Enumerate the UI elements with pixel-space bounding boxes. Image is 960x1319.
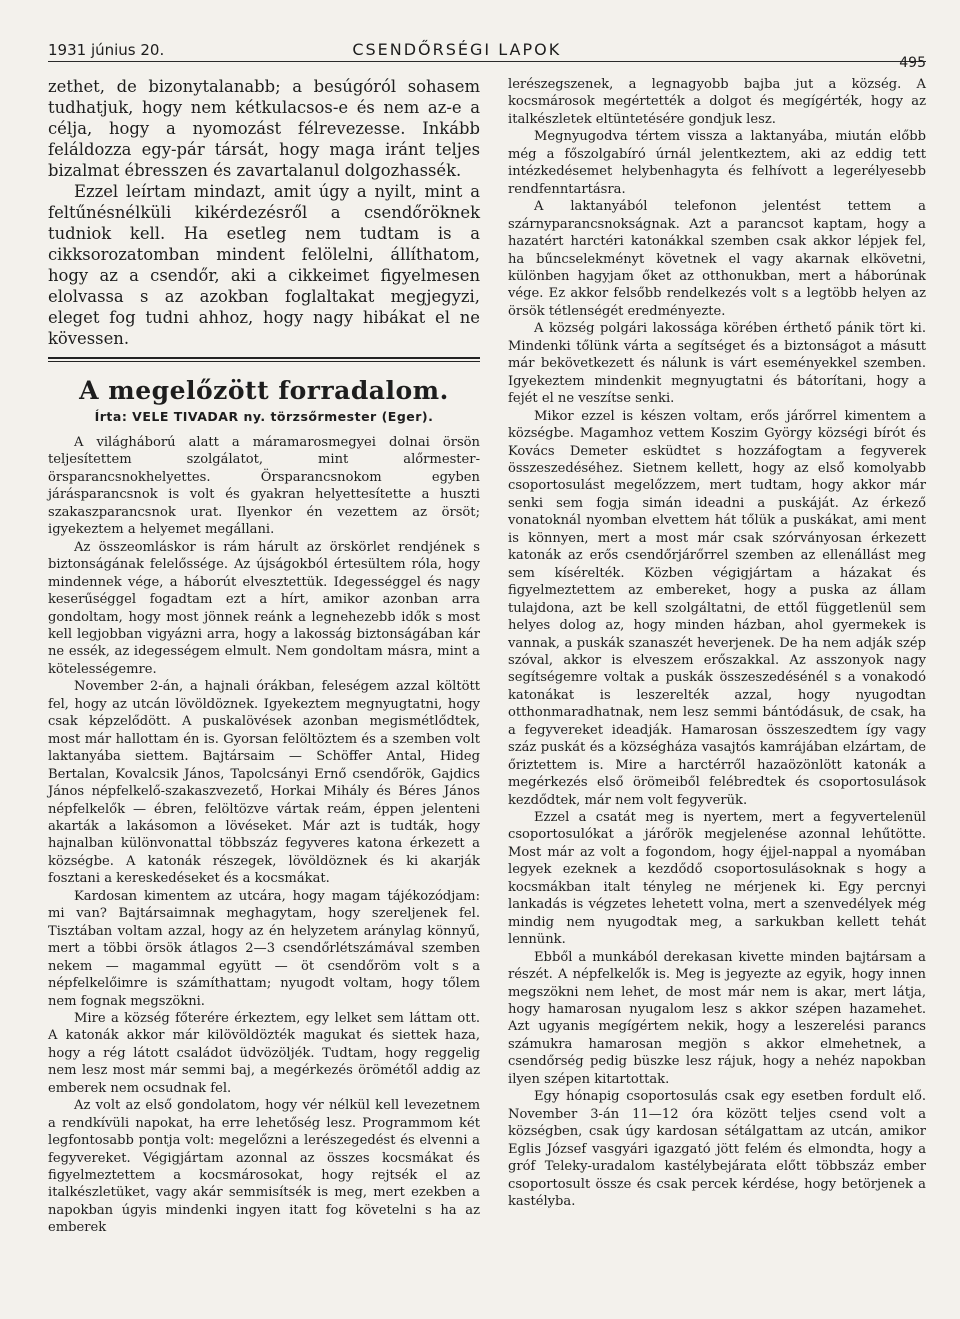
- article-paragraph: Az volt az első gondolatom, hogy vér nélkül kell levezetnem a rendkívüli napokat, ha erre lehetőség lesz. Programmom két legfontosabb pontja volt: megelőzni a lerészegedést és elvenni a fegyvereket. Végigjártam azonnal az összes kocsmákat és figyelmeztettem a kocsmárosokat, hogy rejtsék el az italkészletüket, vagy akár semmisítsék is meg, mert ezekben a napokban úgyis mindenki ingyen itatt fog követelni s ha az emberek: [48, 1098, 480, 1236]
- article-paragraph: Ebből a munkából derekasan kivette minden bajtársam a részét. A népfelkelők is. Meg is jegyezte az egyik, hogy innen megszökni nem lehet, de most már nem is akar, mert látja, hogy hamarosan nyugalom lesz s akkor szépen hazamehet. Azt ugyanis megígértem nekik, hogy a leszerelési parancs számukra hamarosan megjön s akkor elmehetnek, a csendőrség pedig büszke lesz rájuk, hogy a nehéz napokban ilyen szépen kitartottak.: [508, 949, 926, 1087]
- left-column: [48, 76, 480, 1237]
- article-paragraph: A laktanyából telefonon jelentést tettem a szárnyparancsnokságnak. Azt a parancsot kaptam, hogy a hazatért harctéri katonákkal szemben csak akkor lépjek fel, ha bűncselekményt követnek el vagy akarnak elkövetni, különben hagyjam őket az otthonukban, mert a háborúnak vége. Ez akkor felsőbb rendelkezés volt s a legtöbb helyen az örsök tétlenségét eredményezte.: [508, 199, 926, 319]
- intro-paragraph: zethet, de bizonytalanabb; a besúgóról sohasem tudhatjuk, hogy nem kétkulacsos-e és nem az-e a célja, hogy a nyomozást félrevezesse. Inkább feláldozza egy-pár társát, hogy maga iránt teljes bizalmat ébresszen és zavartalanul dolgozhassék.: [48, 77, 480, 180]
- article-byline: Írta: VELE TIVADAR ny. törzsőrmester (Eger).: [94, 409, 434, 424]
- article-paragraph: Mikor ezzel is készen voltam, erős járőrrel kimentem a községbe. Magamhoz vettem Koszim György községi bírót és Kovács Demeter esküdtet s hozzáfogtam a fegyverek összeszedéséhez. Sietnem kellett, hogy az első komolyabb csoportosulást megelőzzem, mert tudtam, hogy akkor már senki sem fogja simán ideadni a puskáját. Az érkező vonatoknál nyomban elvettem hát tőlük a puskákat, ami ment is könnyen, mert a most már csak szórványosan érkezett katonák az erős csendőrjárőrrel szemben az ellenállást meg sem kísérelték. Közben végigjártam a házakat és figyelmeztettem az embereket, hogy a puska az állam tulajdona, azt be kell szolgáltatni, de ettől függetlenül sem helyes dolog az, hogy minden házban, ahol gyermekek is vannak, a puskák szanaszét heverjenek. De ha nem adják szép szóval, akkor is elveszem erőszakkal. Az asszonyok nagy segítségemre voltak a puskák összeszedésénél s a vonakodó katonákat is leszerelték azzal, hogy nyugodtan otthonmaradhatnak, nem lesz semmi bántódásuk, de csak, ha a fegyvereket ideadják. Hamarosan összeszedtem így vagy száz puskát és a községháza vasajtós kamrájában elzártam, de őriztettem is. Mire a harctérről hazaözönlött katonák a megérkezés első örömeiből felébredtek és csoportosulások kezdődtek, már nem volt fegyverük.: [508, 408, 926, 808]
- article-paragraph: Egy hónapig csoportosulás csak egy esetben fordult elő. November 3-án 11—12 óra között teljes csend volt a községben, csak úgy kardosan sétálgattam az utcán, amikor Eglis József vasgyári igazgató jött felém és elmondta, hogy a gróf Teleky-uradalom kastélybejárata előtt többszáz ember csoportosult össze és csak percek kérdése, hogy betörjenek a kastélyba.: [508, 1089, 926, 1209]
- article-paragraph: November 2-án, a hajnali órákban, feleségem azzal költött fel, hogy az utcán lövöldöznek. Igyekeztem megnyugtatni, hogy csak képzelődött. A puskalövések azonban megismétlődtek, most már hallottam én is. Gyorsan felöltöztem és a szemben volt laktanyába siettem. Bajtársaim — Schöffer Antal, Hideg Bertalan, Kovalcsik János, Tapolcsányi Ernő csendőrök, Gajdics János népfelkelő-szakaszvezető, Horkai Mihály és Béres János népfelkelők — ébren, felöltözve vártak reám, éppen jelenteni akarták a lakásomon a lövéseket. Már azt is tudták, hogy hajnalban különvonattal többszáz fegyveres katona érkezett a községbe. A katonák részegek, lövöldöznek és ki akarják fosztani a kereskedéseket és a kocsmákat.: [48, 679, 480, 887]
- article-paragraph: Az összeomláskor is rám hárult az örskörlet rendjének s biztonságának felelőssége. Az újságokból értesültem róla, hogy mindennek vége, a háborút elvesztettük. Idegességgel és nagy keserűséggel fogadtam ezt a hírt, amikor azonban arra gondoltam, hogy most jönnek reánk a legnehezebb idők s most kell legjobban vigyázni arra, hogy a lakosság biztonságában kár ne essék, az idegességem elmult. Nem gondoltam másra, mint a kötelességemre.: [48, 539, 480, 677]
- article-body-left: [48, 434, 480, 1237]
- page-header: [48, 22, 926, 71]
- article-separator: [48, 357, 480, 362]
- page-number: 495: [899, 55, 926, 71]
- masthead: CSENDŐRSÉGI LAPOK: [352, 40, 562, 59]
- article-paragraph: Megnyugodva tértem vissza a laktanyába, miután előbb még a főszolgabíró úrnál jelentkeztem, aki az eddig tett intézkedésemet helybenhagyta és felhívott a legerélyesebb rendfenntartásra.: [508, 129, 926, 197]
- article-paragraph: Mire a község főterére érkeztem, egy lelket sem láttam ott. A katonák akkor már kilövöldözték magukat és siettek haza, hogy a rég látott családot üdvözöljék. Tudtam, hogy reggelig nem lesz most már semmi baj, a megérkezés örömétől addig az emberek nem ocsudnak fel.: [48, 1010, 480, 1096]
- article-paragraph: A község polgári lakossága körében érthető pánik tört ki. Mindenki tőlünk várta a segítséget és a biztonságot a másutt már bekövetkezett és nálunk is várt eseményekkel szemben. Igyekeztem mindenkit megnyugtatni és bátorítani, hogy a fejét el ne veszítse senki.: [508, 321, 926, 407]
- article-paragraph: A világháború alatt a máramarosmegyei dolnai örsön teljesítettem szolgálatot, mint alőrmester-örsparancsnokhelyettes. Örsparancsnokom egyben járásparancsnok is volt és gyakran helyettesítette a huszti szakaszparancsnok urat. Ilyenkor én vezettem az örsöt; igyekeztem a helyemet megállani.: [48, 435, 480, 538]
- article-paragraph: Kardosan kimentem az utcára, hogy magam tájékozódjam: mi van? Bajtársaimnak meghagytam, hogy szereljenek fel. Tisztában voltam azzal, hogy az én helyzetem aránylag könnyű, mert a többi örsök átlagos 2—3 csendőrlétszámával szemben nekem — magammal együtt — öt csendőröm volt s a népfelkelőimre is számíthattam; nyugodt voltam, hogy tőlem nem fognak megszökni.: [48, 888, 480, 1009]
- previous-article-end: [48, 76, 480, 349]
- intro-paragraph: Ezzel leírtam mindazt, amit úgy a nyilt, mint a feltűnésnélküli kikérdezésről a csendőröknek tudniok kell. Ha esetleg nem tudtam is a cikksorozatomban mindent felölelni, állíthatom, hogy az a csendőr, aki a cikkeimet figyelmesen elolvassa s az azokban foglaltakat megjegyzi, eleget fog tudni ahhoz, hogy nagy hibákat el ne kövessen.: [48, 182, 480, 348]
- article-paragraph: Ezzel a csatát meg is nyertem, mert a fegyvertelenül csoportosulókat a járőrök megjelenése azonnal lehűtötte. Most már az volt a fogondom, hogy éjjel-nappal a nyomában legyek ezeknek a kezdődő csoportosulásoknak s hogy a kocsmákban italt tényleg ne mérjenek ki. Egy percnyi lankadás is végzetes lehetett volna, mert a szenvedélyek még mindig nem nyugodtak meg, a sarkukban kellett tehát lennünk.: [508, 810, 926, 948]
- issue-date: 1931 június 20.: [48, 41, 165, 59]
- columns: [48, 76, 926, 1237]
- right-column: [508, 76, 926, 1237]
- article-title: A megelőzött forradalom.: [79, 376, 449, 405]
- article-paragraph: lerészegszenek, a legnagyobb bajba jut a község. A kocsmárosok megértették a dolgot és megígérték, hogy az italkészletek eltüntetésére gondjuk lesz.: [508, 77, 926, 127]
